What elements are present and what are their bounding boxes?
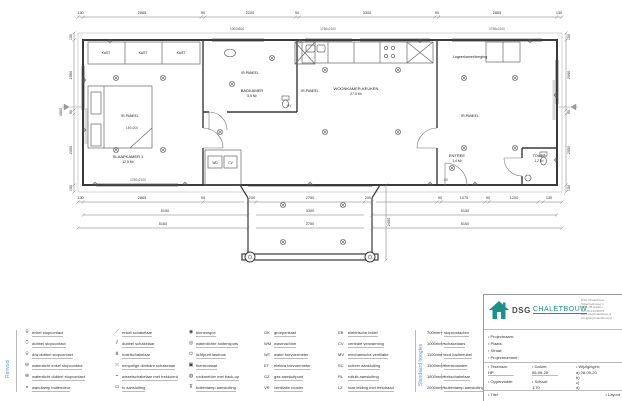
dim-left: 150 [69, 184, 73, 192]
field-datum-label: • Datum: [532, 363, 576, 370]
dim-bottom: 2750 [305, 196, 315, 200]
field-projectnaam: • Projectnaam: [488, 333, 620, 340]
smoke-detector-icon: ◍ [188, 373, 194, 379]
dim-bottom: 90 [200, 196, 206, 200]
dim-top: 90 [200, 11, 206, 15]
tv-icon: ▭ [114, 384, 120, 390]
legend-label: ventilatie rooster [274, 385, 304, 390]
legend-item [112, 330, 184, 341]
window-size-annotation: 1750x2100 [320, 27, 336, 31]
switch-single-icon: ⟋ [115, 329, 119, 335]
legend-code: LZ [338, 385, 343, 390]
dim-bottom: 130 [77, 196, 84, 200]
legend-label: enkel schakelaar [122, 330, 153, 335]
socket-double-icon: ⍥ [25, 340, 29, 346]
datum-value: 05-09-20 [532, 370, 558, 376]
legend-item [22, 374, 122, 385]
legend-label: binnenspot [196, 330, 216, 335]
wijziging-entry: d) [576, 385, 580, 390]
thermostat-icon: ▣ [188, 362, 194, 368]
switch-double-icon: ⫽ [115, 340, 119, 346]
wijziging-entry: a) 08-09-20 [576, 370, 597, 375]
legend-item [427, 352, 481, 363]
dim-top: 2865 [492, 11, 502, 15]
hotel-switch-icon: ⋔ [114, 351, 120, 357]
wall-lamp-icon: ◒ [25, 384, 29, 390]
socket-waterproof-single-icon: ⊖ [24, 362, 30, 368]
field-straat: • Straat: [488, 347, 620, 354]
height-value: 1100mm+ [427, 352, 445, 357]
room-area-badkamer: 5,5 M² [247, 94, 257, 98]
schaal-value: 1:70 [532, 385, 558, 391]
legend-divider [415, 330, 416, 392]
legend-label: water toevoermeter [274, 352, 309, 357]
bed-size-label: 140x200 [125, 126, 139, 130]
legend-item [264, 363, 332, 374]
field-oppervlakte-label: • Oppervlakte: [488, 378, 532, 385]
ir-paneel-label: IR-PANEEL [461, 114, 479, 118]
field-tekenaar-label: • Tekenaar: [488, 363, 532, 370]
legend-label: lichtpunt lasdoos [196, 352, 226, 357]
dimmer-switch-icon: ⤬ [114, 362, 119, 368]
room-area-woonkamer: 27,5 M² [350, 92, 362, 96]
section-line [62, 104, 578, 110]
legend-divider [16, 330, 17, 392]
legend-code: RL [338, 374, 344, 379]
dim-bottom: 1200 [509, 196, 519, 200]
legend-label: loze leiding met trekdraad [348, 385, 394, 390]
dim-bottom: 90 [485, 196, 491, 200]
legend-item [427, 363, 481, 374]
gk-label: GK [443, 178, 449, 182]
project-fields [488, 333, 620, 361]
outdoor-spots-icon: ◎ [188, 340, 194, 346]
legend-label: dubbel schakelaar [122, 341, 155, 346]
legend-label: scheer aansluiting [348, 363, 381, 368]
dim-right: 150 [567, 184, 571, 192]
dim-top: 3300 [362, 11, 372, 15]
company-address [581, 299, 621, 321]
height-value: 1800mm+ [427, 374, 445, 379]
legend-item [186, 363, 264, 374]
room-area-toilet: 1,2 M² [534, 159, 544, 163]
dim-bottom: 200 [248, 196, 256, 200]
legend-item [338, 330, 410, 341]
wd-label: WD [212, 161, 218, 165]
legend-item [427, 341, 481, 352]
brand-dsg-text: DSG [512, 305, 531, 315]
dim-right: 2050 [567, 145, 571, 155]
datum-column [532, 363, 576, 391]
legend-code: ET [264, 363, 270, 368]
cv-label: CV [228, 161, 233, 165]
legend-code: CV [338, 341, 344, 346]
legend-item [22, 385, 122, 396]
legend-col-sockets [22, 330, 122, 396]
ir-paneel-label: IR-PANEEL [121, 114, 139, 118]
legend-item [186, 385, 264, 396]
field-titel-label: • Titel [488, 391, 498, 398]
dim-top: 2865 [137, 11, 147, 15]
brand-chaletbouw-text: CHALETBOUW [532, 306, 588, 313]
dim-top: 130 [555, 11, 563, 15]
legend-label: waterdicht enkel stopcontact [32, 363, 83, 368]
legend-code: MV [338, 352, 344, 357]
dim-left: 2060 [69, 70, 73, 80]
legend-item [112, 385, 184, 396]
legend-item [264, 330, 332, 341]
dim-bottom: 90 [437, 196, 443, 200]
wijziging-entry: b) [576, 375, 580, 380]
height-value: 700mm+ [427, 330, 443, 335]
height-value: 1500mm+ [427, 363, 445, 368]
dim-bottom2: 5150 [460, 209, 470, 213]
dim-left: 2050 [69, 145, 73, 155]
dim-bottom3: 5160 [158, 222, 168, 226]
dim-bottom2: 3300 [305, 209, 315, 213]
dim-right: 2060 [567, 70, 571, 80]
address-line: Tel. 06-12345678 [581, 308, 605, 313]
lamp-symbols [113, 55, 517, 244]
legend-label: tv aansluiting [122, 385, 146, 390]
legend-code: WM [264, 341, 272, 346]
roof-overhang-outline [78, 33, 562, 192]
layout-label: • Layout [605, 391, 620, 398]
field-plaats: • Plaats: [488, 340, 620, 347]
room-area-entree: 1,4 M² [452, 159, 462, 163]
spot-icon: ◉ [188, 329, 194, 335]
legend-item [112, 363, 184, 374]
tekenaar-column [488, 363, 532, 391]
legend-code: SC [338, 363, 344, 368]
legend-code: GK [264, 330, 270, 335]
legend-label: stopcontacten [444, 330, 469, 335]
wijzigingen-column [576, 363, 620, 391]
room-name-slaapkamer1: SLAAPKAMER 1 [112, 154, 144, 159]
mv-label: MV [286, 104, 292, 108]
legend-label: rookmelder met back-up [196, 374, 240, 379]
dim-left: 150 [69, 33, 73, 41]
legend-label: waterdicht dubbel stopcontact [32, 374, 85, 379]
meta-fields [488, 363, 620, 391]
legend-label: waterdichte buitenspots [196, 341, 239, 346]
tekenaar-value: HP [488, 370, 514, 376]
dim-bottom: 130 [545, 196, 553, 200]
kast-label: KAST [176, 51, 186, 55]
dim-bottom: 2865 [137, 196, 147, 200]
legend-item [427, 330, 481, 341]
title-block [483, 294, 622, 401]
house-logo-icon [488, 300, 510, 320]
ir-paneel-label: IR-PANEEL [241, 71, 259, 75]
heights-title-vertical: Standaard hoogtes [418, 343, 424, 386]
legend-item [338, 363, 410, 374]
legend-item [22, 352, 122, 363]
legend-item [112, 352, 184, 363]
socket-single-icon: ⌾ [25, 329, 29, 335]
legend-label: buitenlamp aansluiting [196, 385, 236, 390]
legend-item [338, 352, 410, 363]
field-projectnummer: • Projectnummer: [488, 354, 620, 361]
legend-item [186, 374, 264, 385]
legend-label: schakelaars [444, 341, 466, 346]
dim-bottom3: 2750 [305, 222, 315, 226]
legend-label: thermostaten [444, 363, 468, 368]
legend-label: centrale verwarming [348, 341, 385, 346]
legend-label: eenpolige dimbare schakelaar [122, 363, 176, 368]
socket-dw-icon: ⍟ [25, 351, 29, 357]
height-value: 1000mm+ [427, 341, 445, 346]
kast-label: KAST [101, 51, 111, 55]
legend-item [264, 385, 332, 396]
legend-label: thermostaat [196, 363, 218, 368]
legend-item [338, 341, 410, 352]
legend-item [264, 341, 332, 352]
legend-label: dubbel stopcontact [32, 341, 66, 346]
dim-top: 90 [294, 11, 300, 15]
window-size-annotation: 1750x2100 [130, 178, 146, 182]
dim-left-total: 4500 [59, 107, 63, 117]
dim-veranda-depth: 2490 [387, 217, 391, 227]
legend-col-codes1 [264, 330, 332, 396]
legend-label: wandlamp buitendeur [32, 385, 71, 390]
field-schaal-label: • Schaal: [532, 378, 576, 385]
legend-label: gas aansluitpunt [274, 374, 304, 379]
legend-item [264, 352, 332, 363]
window-size-annotation: 1000x600 [229, 27, 245, 31]
legend-item [22, 363, 122, 374]
windows [82, 39, 558, 186]
address-line: Nijverheidsweg 1 [581, 301, 604, 306]
dim-right: 90 [567, 109, 571, 115]
outdoor-lamp-icon: ⊼ [189, 384, 193, 390]
legend-item [22, 341, 122, 352]
legend-item [338, 374, 410, 385]
legend-item [22, 330, 122, 341]
light-point-icon: ⊙ [188, 351, 194, 357]
room-name-badkamer: BADKAMER [240, 88, 264, 93]
legend-label: hotelschakelaar [122, 352, 151, 357]
ir-paneel-label: IR-PANEEL [301, 89, 319, 93]
legend-label: wisselschakelaar met trekkoord [122, 374, 178, 379]
room-name-woonkamer: WOONKAMER-KEUKEN [333, 86, 379, 91]
room-name-entree: ENTREE [448, 153, 466, 158]
title-row [488, 391, 620, 398]
pull-switch-icon: ⌁ [115, 373, 119, 379]
address-line: DSG Chaletbouw [581, 298, 605, 302]
dim-right: 150 [567, 33, 571, 41]
room-name-logeerkamer: Logeerkamer/berging [452, 55, 488, 59]
dim-bottom2: 5150 [160, 209, 170, 213]
legend-item [186, 352, 264, 363]
legend-title-vertical: Renvooi [5, 359, 11, 378]
legend-label: elektra toevoermeter [274, 363, 311, 368]
legend-item [112, 374, 184, 385]
company-logo [488, 300, 587, 320]
room-area-slaapkamer1: 12,5 M² [122, 160, 134, 164]
ir-panel-strips [85, 80, 556, 144]
legend-code: EB [338, 330, 344, 335]
dim-top: 130 [77, 11, 84, 15]
legend-col-heights [427, 330, 484, 396]
legend-item [186, 341, 264, 352]
legend-renvooi [0, 326, 482, 398]
dim-bottom: 200 [364, 196, 372, 200]
kast-label: KAST [138, 51, 148, 55]
dim-bottom: 1075 [459, 196, 469, 200]
legend-label: d/w dubbel stopcontact [32, 352, 73, 357]
dim-top: 90 [434, 11, 440, 15]
room-name-toilet: TOILET [532, 154, 546, 158]
legend-code: GZ [264, 374, 270, 379]
legend-code: WT [264, 352, 271, 357]
legend-col-lights [186, 330, 264, 396]
door-swings [203, 112, 522, 185]
legend-col-codes2 [338, 330, 410, 396]
legend-item [112, 341, 184, 352]
legend-label: enkel stopcontact [32, 330, 64, 335]
legend-item [186, 330, 264, 341]
legend-item [427, 374, 481, 385]
address-line: 8051 AB Hattem [581, 305, 603, 310]
field-wijzigingen-label: • Wijzigingen: [576, 363, 620, 370]
legend-col-switches [112, 330, 184, 396]
legend-label: rolluik aansluiting [348, 374, 379, 379]
dim-left: 90 [69, 109, 73, 115]
dim-top: 2200 [245, 11, 255, 15]
wijziging-entry: c) [576, 380, 580, 385]
room-labels [102, 27, 546, 182]
legend-label: wcd badmeubel [444, 352, 473, 357]
legend-label: trekschakelaar [444, 374, 471, 379]
legend-item [427, 385, 484, 396]
legend-label: groepenkast [274, 330, 297, 335]
socket-waterproof-double-icon: ⊜ [24, 373, 30, 379]
dim-bottom3: 5160 [460, 222, 470, 226]
legend-item [264, 374, 332, 385]
legend-label: elektrische boiler [348, 330, 379, 335]
legend-label: wasmachine [274, 341, 297, 346]
height-value: 2000mm+ [427, 385, 445, 390]
legend-label: mechanische ventilatie [348, 352, 389, 357]
address-line: www.dsgchaletbouw.nl [581, 312, 612, 317]
window-size-annotation: 1750x2100 [489, 27, 505, 31]
legend-label: buitenlamp aansluiting [444, 385, 484, 390]
address-line: info@dsgchaletbouw.nl [581, 315, 612, 320]
legend-item [338, 385, 410, 396]
legend-code: VR [264, 385, 270, 390]
title-block-separator [484, 329, 622, 330]
